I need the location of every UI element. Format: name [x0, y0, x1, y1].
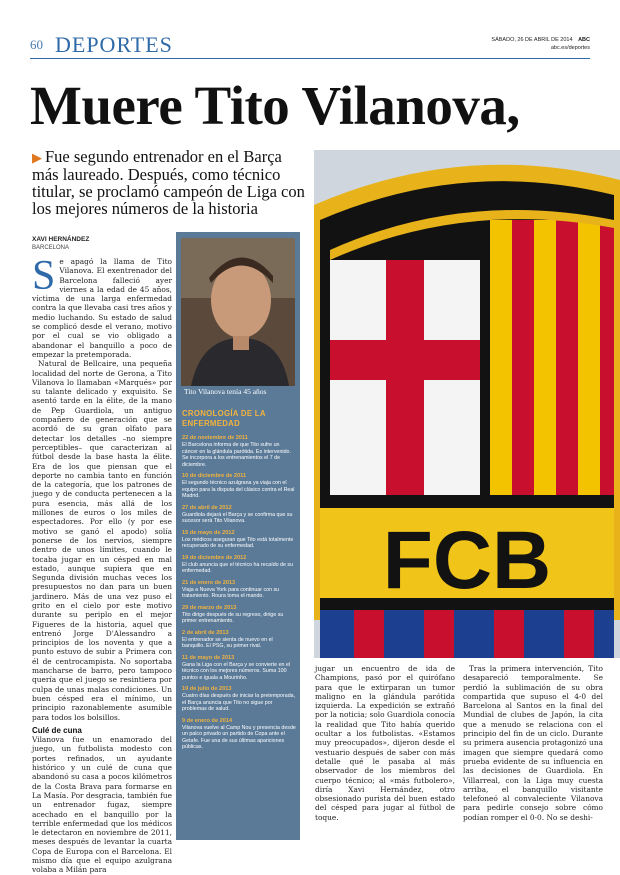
chronology-date: 19 de diciembre de 2012 — [182, 554, 247, 561]
chronology-text: El entrenador se sienta de nuevo en el banquillo. El PSG, su primer rival. — [182, 636, 273, 649]
chronology-date: 29 de marzo de 2013 — [182, 604, 237, 611]
arrow-icon: ▶ — [32, 150, 42, 165]
fcb-crest-photo — [314, 150, 620, 658]
article-subheading: Culé de cuna — [32, 725, 82, 735]
chronology-text: El Barcelona informa de que Tito sufre un cáncer en la glándula parótida. Es intervenido. Se incorpora a los entrenamientos el 7 de diciembre. — [182, 442, 291, 468]
chronology-date: 27 de abril de 2012 — [182, 504, 232, 511]
chronology-item — [182, 555, 296, 575]
article-column-4 — [463, 664, 603, 840]
portrait-photo — [181, 238, 295, 386]
page-number: 60 — [30, 37, 43, 52]
article-paragraph — [32, 253, 172, 359]
photo-caption: Tito Vilanova tenía 45 años — [184, 387, 267, 396]
chronology-item — [182, 718, 296, 751]
paragraph-text: e apagó la llama de Tito Vilanova. El exentrenador del Barcelona falleció ayer viernes a la edad de 45 años, víctima de una larga enfermedad contra la que llevaba casi tres años y medio luchando. Su estado de salud se complicó desde el verano, motivo por el cual se vio obligado a abandonar el banquillo a poco de empezar la pretemporada. — [32, 257, 172, 359]
chronology-item — [182, 686, 296, 713]
chronology-item — [182, 605, 296, 625]
crest-fcb-text: FCB — [382, 515, 552, 606]
chronology-date: 2 de abril de 2013 — [182, 629, 229, 636]
chronology-text: El club anuncia que el técnico ha recaído de su enfermedad. — [182, 561, 294, 574]
chronology-sidebar — [176, 232, 300, 840]
chronology-date: 22 de noviembre de 2011 — [182, 435, 248, 441]
chronology-date: 9 de enero de 2014 — [182, 717, 233, 724]
chronology-item — [182, 630, 296, 650]
article-paragraph: jugar un encuentro de ida de Champions, pasó por el quirófano para que le extirparan un tumor maligno en la glándula parótida izquierda. La expedición se extrañó por la noticia; solo Guardiola conocía la realidad que Tito había querido ocultar a los futbolistas. «Estamos muy preocupados», dijeron desde el vestuario después de saber con más detalle qué le pasaba al más observador de los miembros del cuerpo técnico; al «más futbolero», diría Xavi Hernández, otro obsesionado purista del buen estado del césped para jugar al fútbol de toque. — [315, 664, 455, 822]
byline: XAVI HERNÁNDEZ — [32, 236, 90, 243]
chronology-date: 11 de mayo de 2013 — [182, 654, 235, 661]
chronology-text: Los médicos aseguran que Tito está totalmente recuperado de su enfermedad. — [182, 536, 294, 549]
portrait-graphic — [181, 238, 295, 386]
dropcap: S — [32, 253, 56, 299]
chronology-text: Tito dirige después de su regreso, dirige su primer entrenamiento. — [182, 611, 284, 624]
article-column-1 — [32, 253, 172, 875]
article-column-3 — [315, 664, 455, 840]
chronology-text: Guardiola dejará el Barça y se confirma que su sucesor será Tito Vilanova. — [182, 511, 293, 524]
chronology-list — [182, 435, 296, 756]
chronology-text: Cuatro días después de iniciar la pretemporada, el Barça anuncia que Tito no sigue por problemas de salud. — [182, 693, 296, 712]
section-title: DEPORTES — [55, 32, 173, 57]
section-rule — [30, 58, 590, 59]
chronology-text: Vilanova vuelve al Camp Nou y presencia desde un palco privado un partido de Copa ante el Getafe. Fue una de sus últimas apariciones públicas. — [182, 724, 296, 750]
chronology-item — [182, 435, 296, 468]
chronology-text: Gana la Liga con el Barça y se convierte en el técnico con los mejores números. Suma 100 puntos e iguala a Mourinho. — [182, 661, 291, 681]
chronology-item — [182, 530, 296, 550]
article-paragraph: Tras la primera intervención, Tito desapareció temporalmente. Se perdió la sublimación de su obra compartida que supuso el 4-0 del Barcelona al Santos en la final del Mundial de clubes de Japón, la cita que a menudo se relaciona con el principio del fin de un ciclo. Durante su primera ausencia protagonizó una imagen que siempre quedará como prueba evidente de su influencia en las decisiones de Guardiola. En Villarreal, con la Liga muy cuesta arriba, el banquillo visitante telefoneó al convaleciente Vilanova para pedirle consejo sobre cómo podían romper el 0-0. No se deshi- — [463, 664, 603, 822]
issue-date: SÁBADO, 26 DE ABRIL DE 2014 — [491, 37, 573, 43]
chronology-text: El segundo técnico azulgrana ya viaja con el equipo para la disputa del clásico contra el Real Madrid. — [182, 480, 295, 499]
headline: Muere Tito Vilanova, — [30, 75, 520, 136]
chronology-item — [182, 505, 296, 525]
article-paragraph: Vilanova fue un enamorado del juego, un futbolista modesto con portes refinados, un ayudante histórico y un culé de cuna que abandonó su casa a pocos kilómetros de la Costa Brava para formarse en La Masía. Por desgracia, también fue un entrenador fugaz, siempre acechado en el banquillo por la terrible enfermedad que los médicos le detectaron en noviembre de 2011, meses después de levantar la cuarta Copa de Europa con el Barcelona. El mismo día que el equipo azulgrana volaba a Milán para — [32, 735, 172, 875]
chronology-item — [182, 473, 296, 500]
chronology-date: 10 de diciembre de 2011 — [182, 473, 247, 479]
crest-graphic — [314, 150, 620, 658]
chronology-date: 21 de enero de 2013 — [182, 579, 236, 586]
chronology-text: Viaja a Nueva York para continuar con su tratamiento. Roura toma el mando. — [182, 586, 280, 599]
section-url: abc.es/deportes — [550, 45, 590, 51]
subhead — [32, 148, 312, 217]
dateline-place: BARCELONA — [32, 245, 70, 251]
subhead-text: Fue segundo entrenador en el Barça más laureado. Después, como técnico titular, se proclamó campeón de Liga con los mejores números de la historia — [32, 147, 305, 218]
chronology-item — [182, 580, 296, 600]
chronology-title: CRONOLOGÍA DE LA ENFERMEDAD — [182, 409, 266, 428]
article-paragraph: Natural de Bellcaire, una pequeña localidad del norte de Gerona, a Tito Vilanova lo llamaban «Marqués» por su talante delicado y exquisito. Se asentó tarde en la élite, de la mano de Pep Guardiola, un antiguo compañero de generación que se acordó de su gran olfato para detectar los detalles –no siempre perceptibles– que caracterizan al fútbol desde la base hasta la élite. Era de los que piensan que el deporte no cambia tanto en función de la categoría, que los patrones de juego y de conducta pertenecen a la pura esencia, más allá de los millones de euros o los miles de espectadores. Por ello (y por ese motivo se ganó el apodo) solía ponerse de los nervios, siempre dentro de unos límites, cuando le tocaba jugar en un césped en mal estado, aunque supiera que en Segunda división muchas veces los presupuestos no dan para un buen jardinero. Más de una vez puso el grito en el cielo por este motivo durante su periplo en el mejor Figueres de la historia, aquel que entrenó Jorge D'Alessandro a principios de los noventa y que a punto estuvo de subir a Primera con él de centrocampista. No soportaba mancharse de barro, pero tampoco quería que el juego se resintiera por culpa de unas malas condiciones. Un buen césped era el mínimo, un principio razonablemente asumible para todos los bolsillos. — [32, 359, 172, 722]
paper-name: ABC — [578, 37, 590, 43]
dateline — [491, 36, 590, 52]
chronology-date: 19 de julio de 2013 — [182, 686, 232, 692]
chronology-item — [182, 655, 296, 682]
chronology-date: 15 de mayo de 2012 — [182, 529, 235, 536]
